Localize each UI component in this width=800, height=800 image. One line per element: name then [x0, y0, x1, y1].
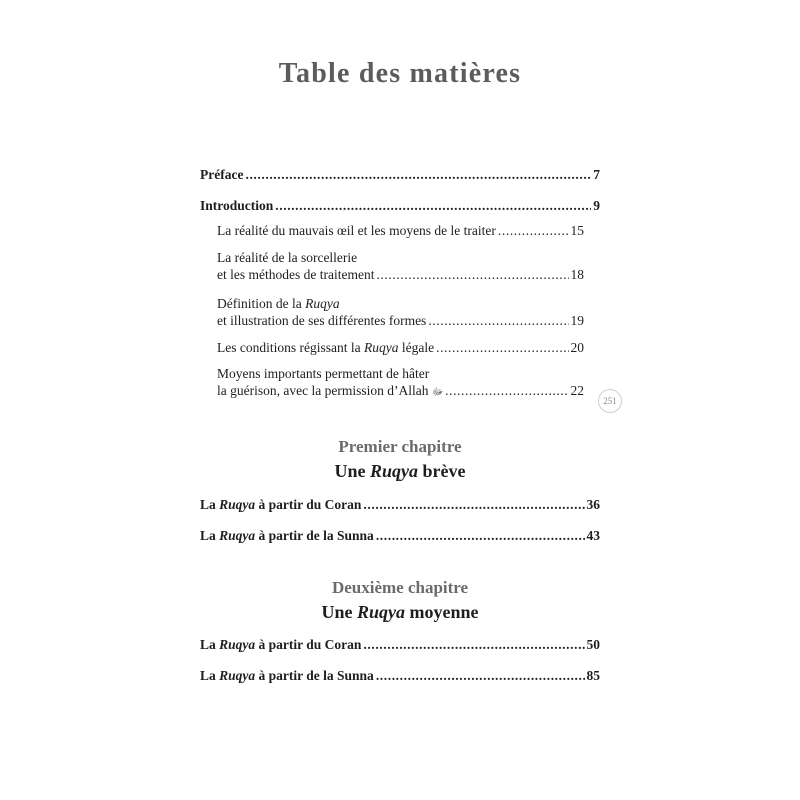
entry-line2 — [217, 312, 584, 329]
label-text: Définition de la — [217, 296, 306, 311]
entry-label — [200, 667, 374, 684]
toc-entry-preface[interactable] — [200, 166, 600, 183]
entry-page: 85 — [586, 668, 600, 683]
entry-page: 9 — [593, 198, 600, 213]
page-title: Table des matières — [278, 58, 522, 89]
leader-dots — [363, 496, 584, 513]
entry-label-line1: Moyens importants permettant de hâter — [217, 366, 430, 381]
entry-label — [200, 636, 361, 653]
entry-page: 43 — [586, 528, 600, 543]
entry-label-line1 — [217, 295, 584, 312]
entry-label-line2 — [217, 382, 443, 401]
leader-dots — [428, 312, 568, 329]
label-italic: Ruqya — [219, 497, 256, 512]
title-text: Une — [321, 602, 357, 622]
label-italic: Ruqya — [219, 668, 256, 683]
label-italic: Ruqya — [363, 340, 399, 355]
toc-entry-ch2-coran[interactable] — [200, 636, 600, 653]
entry-label — [200, 527, 374, 544]
entry-page: 18 — [570, 267, 584, 282]
label-text: La — [200, 528, 220, 543]
label-text: légale — [398, 340, 435, 355]
label-text: La — [200, 668, 220, 683]
title-text: moyenne — [405, 602, 479, 622]
entry-line2 — [217, 266, 584, 283]
leader-dots — [363, 636, 584, 653]
label-italic: Ruqya — [305, 296, 340, 311]
leader-dots — [376, 667, 585, 684]
entry-label: La réalité du mauvais œil et les moyens de le traiter — [217, 223, 496, 238]
entry-label-line1: La réalité de la sorcellerie — [217, 250, 358, 265]
label-text: la guérison, avec la permission d’Allah — [217, 383, 429, 398]
toc-entry-sorcellerie[interactable] — [217, 249, 584, 283]
honorific-glyph: ﷻ — [431, 387, 444, 398]
title-text: brève — [418, 461, 466, 481]
label-text: à partir de la Sunna — [255, 668, 374, 683]
toc-entry-ch2-sunna[interactable] — [200, 667, 600, 684]
entry-label — [217, 339, 434, 356]
leader-dots — [436, 339, 568, 356]
title-text: Une — [334, 461, 370, 481]
chapter-1-number: Premier chapitre — [338, 437, 462, 456]
entry-label: Introduction — [200, 198, 274, 213]
chapter-2-title — [0, 602, 800, 623]
toc-entry-mauvais-oeil[interactable] — [217, 222, 584, 239]
entry-page: 19 — [570, 313, 584, 328]
toc-entry-moyens-guerison[interactable] — [217, 365, 584, 401]
page-number-badge: 251 — [598, 389, 622, 413]
entry-page: 22 — [570, 383, 584, 398]
entry-label-line2: et les méthodes de traitement — [217, 267, 375, 282]
toc-entry-ch1-coran[interactable] — [200, 496, 600, 513]
toc-entry-introduction[interactable] — [200, 197, 600, 214]
toc-entry-conditions[interactable] — [217, 339, 584, 356]
entry-page: 15 — [570, 223, 584, 238]
leader-dots — [245, 166, 591, 183]
entry-page: 36 — [586, 497, 600, 512]
entry-page: 20 — [570, 340, 584, 355]
label-italic: Ruqya — [219, 528, 256, 543]
label-text: Les conditions régissant la — [217, 340, 364, 355]
label-text: La — [200, 637, 220, 652]
leader-dots — [445, 382, 568, 399]
label-text: à partir du Coran — [255, 637, 362, 652]
chapter-2-number: Deuxième chapitre — [331, 578, 469, 597]
leader-dots — [275, 197, 591, 214]
chapter-1-title — [0, 461, 800, 482]
entry-line2 — [217, 382, 584, 401]
entry-page: 50 — [586, 637, 600, 652]
leader-dots — [498, 222, 569, 239]
leader-dots — [376, 527, 585, 544]
entry-label: Préface — [200, 167, 244, 182]
entry-page: 7 — [593, 167, 600, 182]
label-italic: Ruqya — [219, 637, 256, 652]
label-text: à partir du Coran — [255, 497, 362, 512]
toc-entry-ch1-sunna[interactable] — [200, 527, 600, 544]
title-italic: Ruqya — [370, 461, 419, 481]
label-text: La — [200, 497, 220, 512]
title-italic: Ruqya — [356, 602, 405, 622]
entry-label-line2: et illustration de ses différentes formes — [217, 313, 427, 328]
entry-label — [200, 496, 361, 513]
toc-entry-definition-ruqya[interactable] — [217, 295, 584, 329]
leader-dots — [376, 266, 568, 283]
label-text: à partir de la Sunna — [255, 528, 374, 543]
